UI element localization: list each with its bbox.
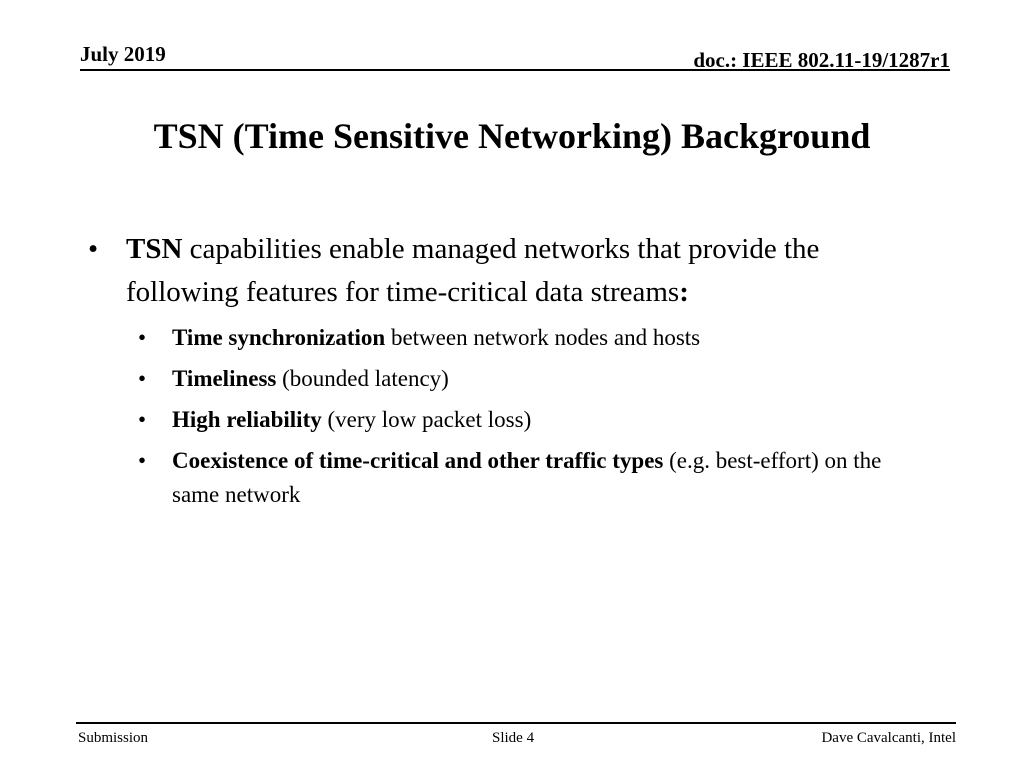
bullet-marker: • xyxy=(138,448,147,473)
feature-item-bold: High reliability xyxy=(172,407,322,432)
main-bullet-lead: TSN xyxy=(126,233,183,265)
slide-title: TSN (Time Sensitive Networking) Background xyxy=(153,116,871,156)
feature-item xyxy=(88,321,918,355)
footer-submission: Submission xyxy=(78,730,149,746)
feature-item-bold: Coexistence of time-critical and other traffic types xyxy=(172,448,664,473)
bullet-marker: • xyxy=(138,325,147,350)
header-date: July 2019 xyxy=(80,42,166,66)
feature-item-text: (e.g. best-effort) on the same network xyxy=(172,448,882,507)
main-bullet xyxy=(88,228,918,314)
feature-item xyxy=(88,444,918,512)
feature-list xyxy=(88,321,918,512)
feature-item xyxy=(88,362,918,396)
slide-body xyxy=(88,228,918,519)
footer-author: Dave Cavalcanti, Intel xyxy=(821,730,956,746)
footer-divider xyxy=(76,722,956,724)
header-divider xyxy=(80,69,950,71)
feature-item-text: (bounded latency) xyxy=(276,366,449,391)
bullet-marker: • xyxy=(138,407,147,432)
main-bullet-text: capabilities enable managed networks that provide the following features for time-critical data streams xyxy=(126,233,820,308)
main-bullet-tail: : xyxy=(679,276,689,308)
feature-item-text: between network nodes and hosts xyxy=(385,325,701,350)
feature-item-bold: Timeliness xyxy=(172,366,277,391)
footer-slide-number: Slide 4 xyxy=(492,730,535,746)
feature-item-text: (very low packet loss) xyxy=(321,407,532,432)
bullet-marker: • xyxy=(138,366,147,391)
feature-item-bold: Time synchronization xyxy=(172,325,386,350)
feature-item xyxy=(88,403,918,437)
bullet-marker: • xyxy=(88,233,99,265)
header-document-id: doc.: IEEE 802.11-19/1287r1 xyxy=(693,48,950,72)
